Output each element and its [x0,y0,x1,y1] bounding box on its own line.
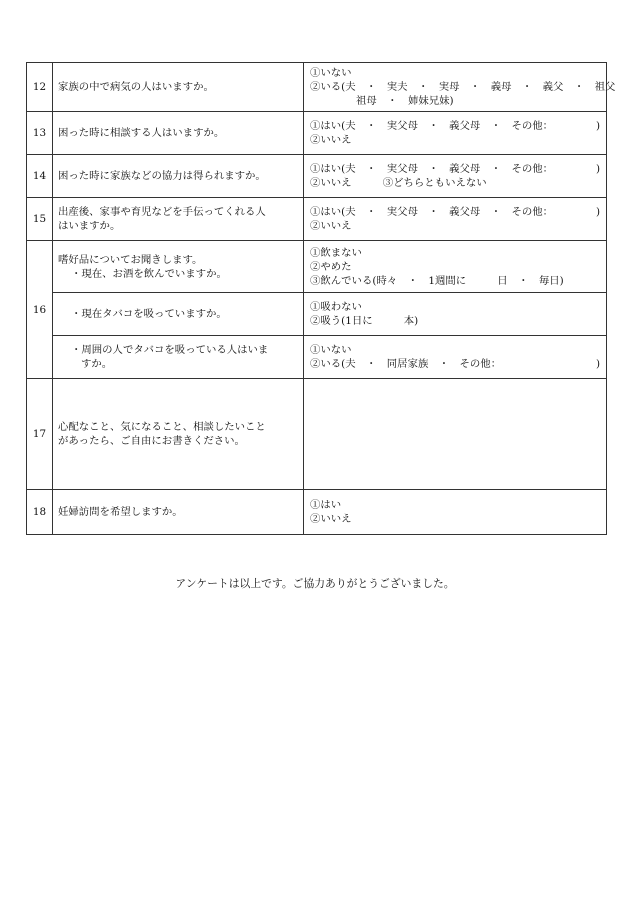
answer-paren: ) [595,163,600,175]
row-number: 15 [27,198,53,241]
answer-option: ②いる(夫 ・ 同居家族 ・ その他： [310,358,502,370]
answer-option: ②いいえ [310,134,352,146]
table-row [27,490,607,535]
table-row [27,379,607,490]
answer-option: ①いない [310,67,352,79]
table-row [27,241,607,293]
free-text-area[interactable] [304,379,607,490]
row-number: 14 [27,155,53,198]
answer-option: ①吸わない [310,301,362,313]
answer-option: ②いいえ [310,513,352,525]
answer-option: ①はい [310,499,342,511]
question-text: 妊婦訪問を希望しますか。 [53,490,304,535]
answer-options [304,241,607,293]
row-number: 17 [27,379,53,490]
answer-paren: ) [595,206,600,218]
row-number: 16 [27,241,53,379]
answer-option: ①いない [310,344,352,356]
answer-paren: ) [595,358,600,370]
answer-options [304,490,607,535]
question-text: 家族の中で病気の人はいますか。 [53,63,304,112]
answer-option: ①はい(夫 ・ 実父母 ・ 義父母 ・ その他： [310,120,554,132]
closing-message: アンケートは以上です。ご協力ありがとうございました。 [175,577,455,590]
answer-option: ②やめた [310,260,352,273]
answer-options [304,155,607,198]
answer-option: ①はい(夫 ・ 実父母 ・ 義父母 ・ その他： [310,163,554,175]
table-row [27,198,607,241]
answer-option: ①はい(夫 ・ 実父母 ・ 義父母 ・ その他： [310,206,554,218]
answer-options [304,63,616,112]
answer-options [304,198,607,241]
question-text: 出産後、家事や育児などを手伝ってくれる人 はいますか。 [53,198,304,241]
survey-table [26,62,616,535]
row-number: 18 [27,490,53,535]
answer-option: ②いいえ ③どちらともいえない [310,177,487,189]
table-row [27,155,607,198]
answer-option: ②いる(夫 ・ 実夫 ・ 実母 ・ 義母 ・ 義父 ・ 祖父 [310,81,616,93]
question-text: ・現在タバコを吸っていますか。 [53,293,304,336]
table-row [27,293,607,336]
answer-options [304,336,607,379]
question-text: 困った時に相談する人はいますか。 [53,112,304,155]
table-row [27,112,607,155]
question-text: 困った時に家族などの協力は得られますか。 [53,155,304,198]
table-row [27,336,607,379]
answer-option: 祖母 ・ 姉妹兄妹) [356,95,454,107]
answer-option: ③飲んでいる(時々 ・ 1週間に 日 ・ 毎日) [310,274,564,287]
answer-option: ②吸う(1日に 本) [310,315,419,327]
answer-paren: ) [595,120,600,132]
answer-options [304,293,607,336]
row-number: 12 [27,63,53,112]
answer-options [304,112,607,155]
row-number: 13 [27,112,53,155]
table-row [27,63,607,112]
question-text: 心配なこと、気になること、相談したいこと があったら、ご自由にお書きください。 [53,379,304,490]
question-text: 嗜好品についてお聞きします。 ・現在、お酒を飲んでいますか。 [53,241,304,293]
question-text: ・周囲の人でタバコを吸っている人はいま すか。 [53,336,304,379]
answer-option: ①飲まない [310,246,362,259]
answer-option: ②いいえ [310,220,352,232]
